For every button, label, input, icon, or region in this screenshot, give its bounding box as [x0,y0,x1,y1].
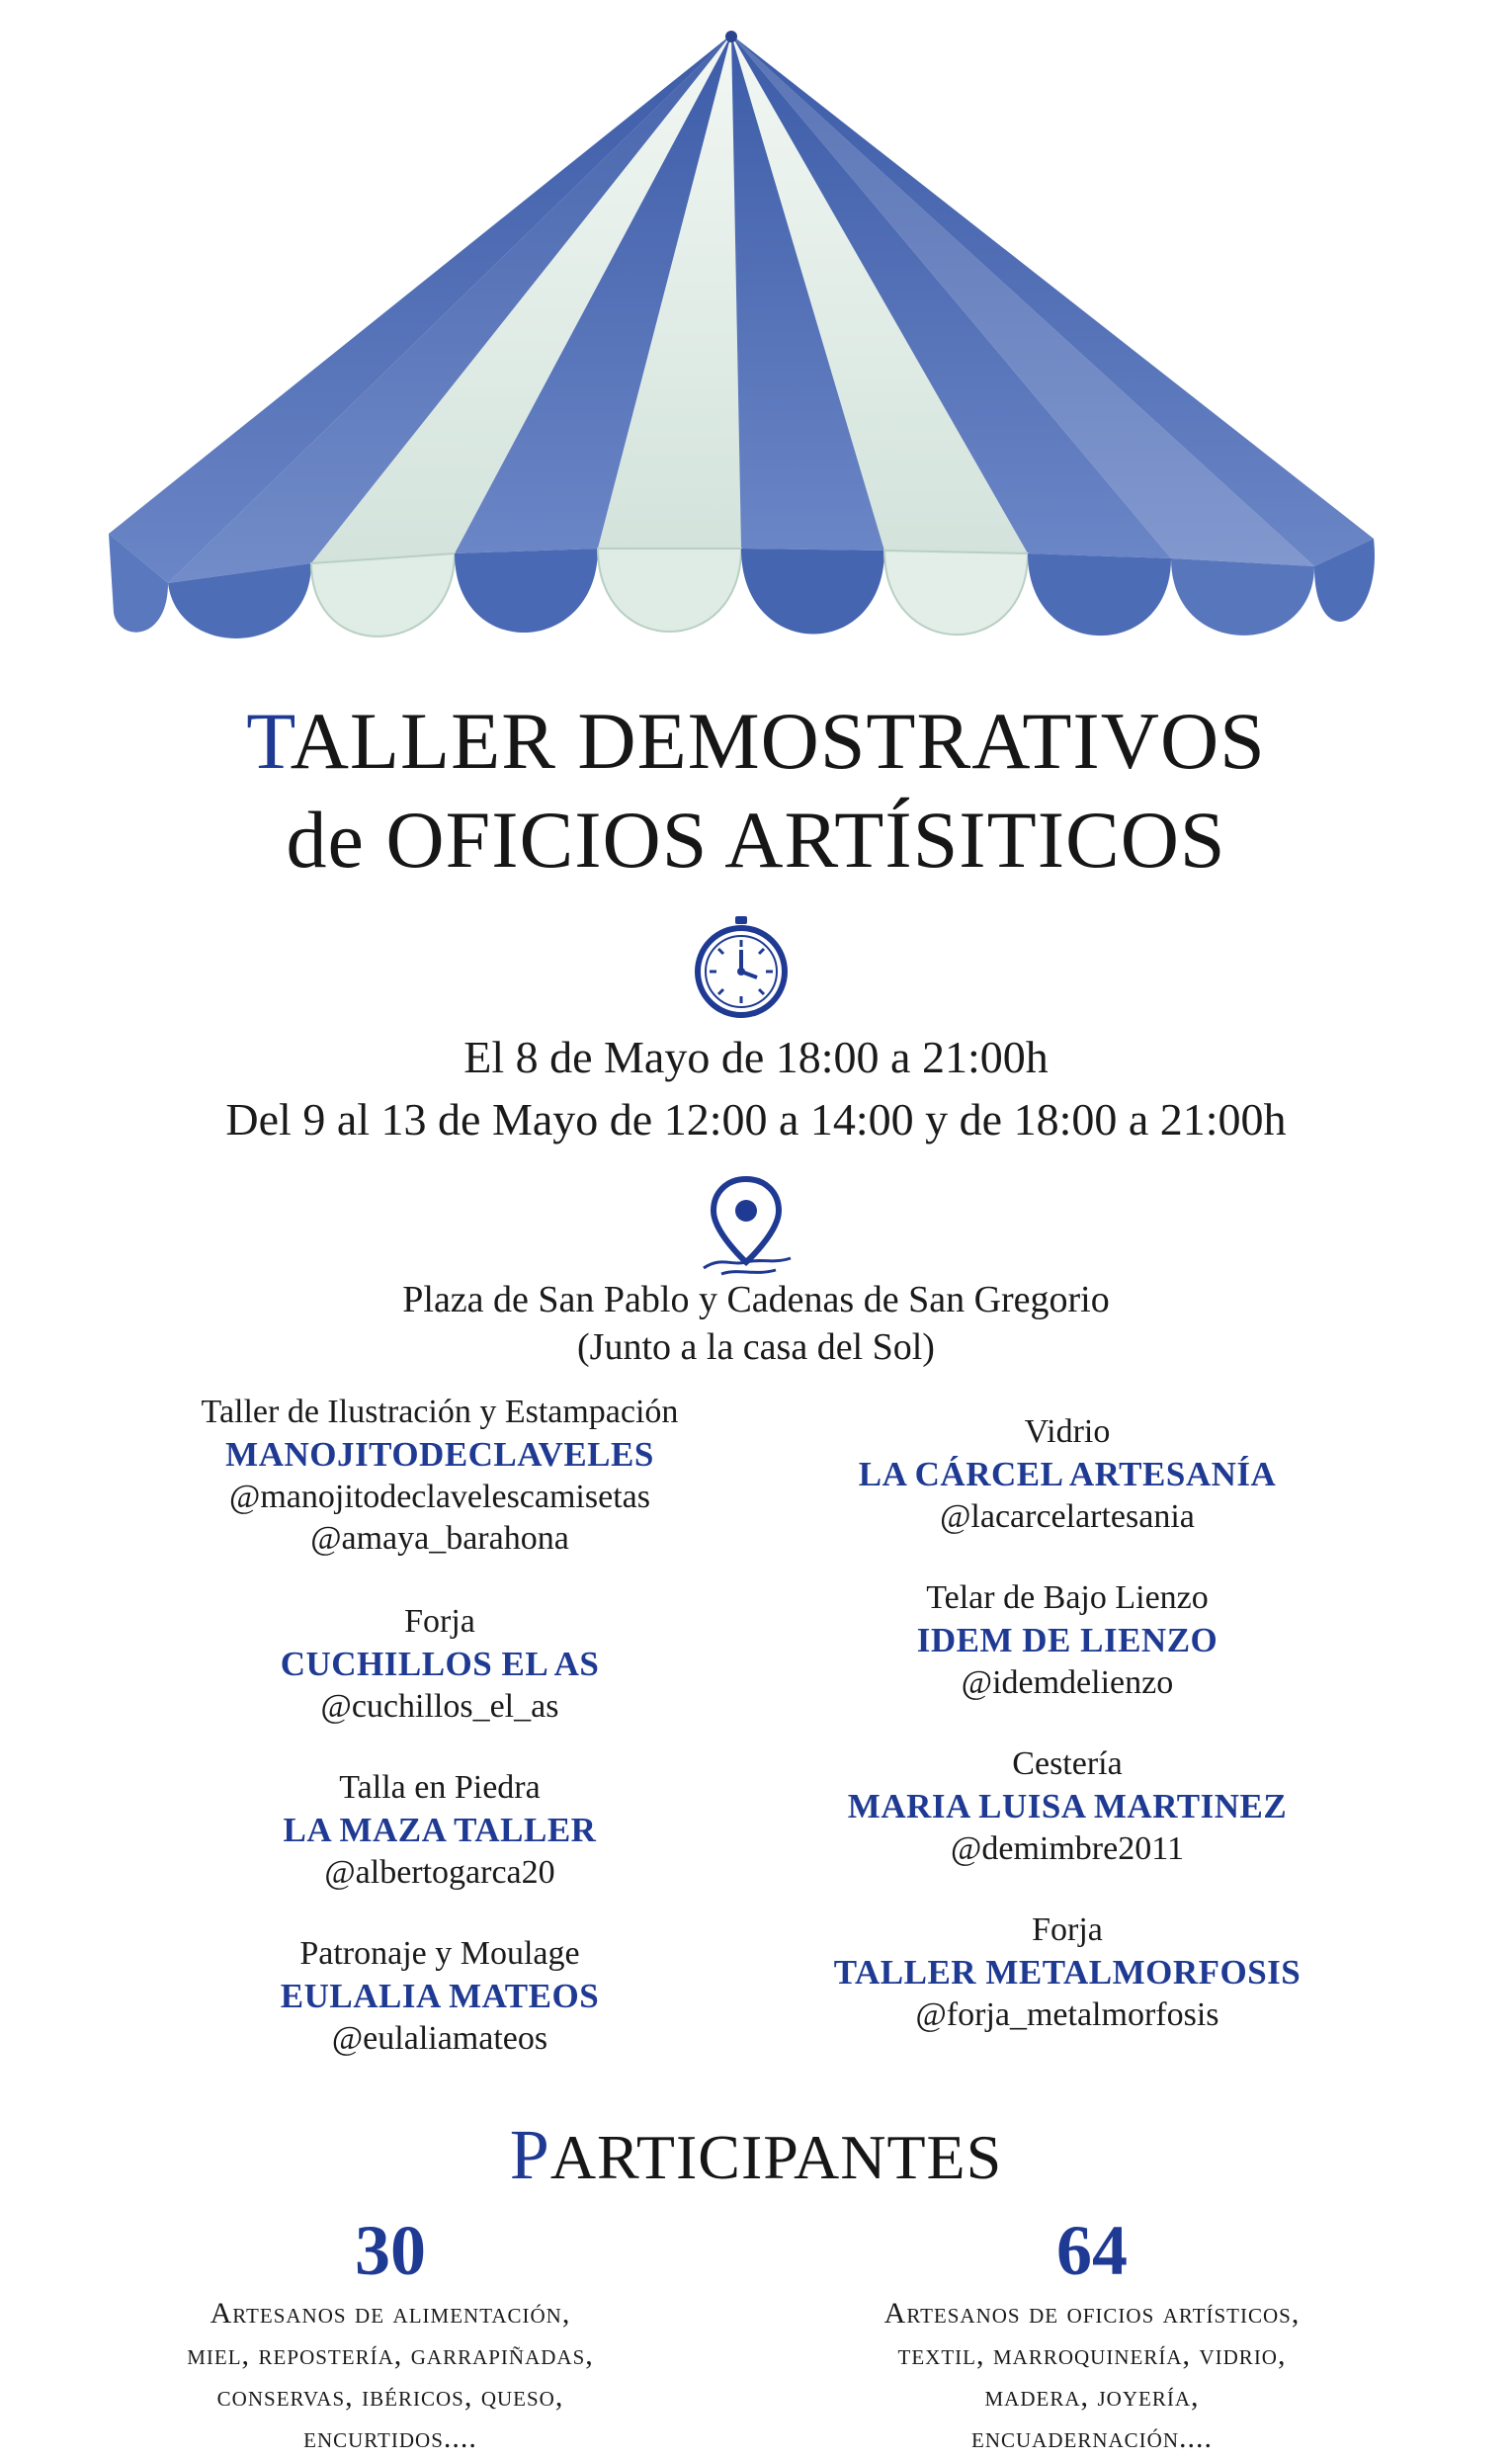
participants-desc-line: textil, marroquinería, vidrio, [897,2338,1287,2371]
workshop-handle: @amaya_barahona [310,1520,569,1557]
workshop-category: Taller de Ilustración y Estampación [201,1394,679,1430]
map-pin-icon [692,1171,800,1280]
schedule-line-2: Del 9 al 13 de Mayo de 12:00 a 14:00 y de 18:00 a 21:00h [225,1094,1287,1145]
workshop-name: CUCHILLOS EL AS [280,1645,600,1683]
clock-icon [692,914,791,1023]
tent-illustration [99,25,1413,667]
participants-title-rest: ARTICIPANTES [549,2122,1003,2192]
participants-count-left: 30 [355,2211,426,2290]
workshop-category: Vidrio [1024,1413,1111,1450]
workshop-name: MARIA LUISA MARTINEZ [847,1787,1288,1825]
title-line-2: de OFICIOS ARTÍSITICOS [286,795,1226,885]
workshop-entry [721,1743,1413,1870]
workshop-entry [721,1411,1413,1538]
participants-title-initial: P [509,2115,550,2194]
workshop-handle: @forja_metalmorfosis [915,1996,1219,2033]
workshop-handle: @albertogarca20 [324,1854,555,1891]
participants-desc-right [746,2293,1438,2459]
workshop-category: Forja [1032,1911,1103,1948]
workshop-entry [94,1392,786,1560]
workshop-name: LA CÁRCEL ARTESANÍA [858,1455,1277,1493]
workshops-right-column [721,1411,1413,2083]
participants-desc-line: encurtidos.... [303,2421,477,2454]
participants-desc-line: Artesanos de oficios artísticos, [883,2297,1301,2330]
participants-desc-line: Artesanos de alimentación, [210,2297,571,2330]
participants-title [0,2115,1512,2197]
participants-desc-line: encuadernación.... [971,2421,1213,2454]
workshop-entry [94,1933,786,2060]
title-line-1 [0,692,1512,791]
location-line-2: (Junto a la casa del Sol) [577,1326,935,1368]
participants-desc-line: conservas, ibéricos, queso, [216,2380,564,2413]
schedule-line-1: El 8 de Mayo de 18:00 a 21:00h [463,1032,1049,1082]
workshop-handle: @cuchillos_el_as [320,1688,559,1725]
workshop-handle: @demimbre2011 [951,1830,1184,1867]
workshop-handle: @lacarcelartesania [940,1498,1195,1535]
participants-count-right: 64 [1056,2211,1128,2290]
workshop-category: Patronaje y Moulage [299,1935,580,1972]
workshop-entry [94,1601,786,1728]
workshop-entry [721,1577,1413,1704]
workshop-entry [721,1909,1413,2036]
workshop-name: MANOJITODECLAVELES [225,1435,654,1474]
participants-desc-line: miel, repostería, garrapiñadas, [187,2338,594,2371]
workshop-handle: @eulaliamateos [331,2020,548,2057]
workshop-category: Forja [404,1603,475,1640]
participants-desc-left [44,2293,736,2459]
workshop-handle: @manojitodeclavelescamisetas [229,1479,650,1515]
workshop-name: TALLER METALMORFOSIS [833,1953,1302,1992]
location-line-1: Plaza de San Pablo y Cadenas de San Gregorio [402,1279,1110,1320]
workshop-name: LA MAZA TALLER [283,1811,597,1849]
workshop-name: EULALIA MATEOS [280,1977,600,2015]
workshop-category: Telar de Bajo Lienzo [926,1579,1209,1616]
title-initial: T [246,696,291,786]
workshop-name: IDEM DE LIENZO [916,1621,1218,1659]
workshop-handle: @idemdelienzo [961,1664,1174,1701]
workshops-left-column [94,1392,786,2083]
participants-desc-line: madera, joyería, [984,2380,1200,2413]
workshop-category: Talla en Piedra [339,1769,541,1806]
workshop-entry [94,1767,786,1894]
title-rest: ALLER DEMOSTRATIVOS [290,696,1266,786]
workshop-category: Cestería [1012,1745,1123,1782]
